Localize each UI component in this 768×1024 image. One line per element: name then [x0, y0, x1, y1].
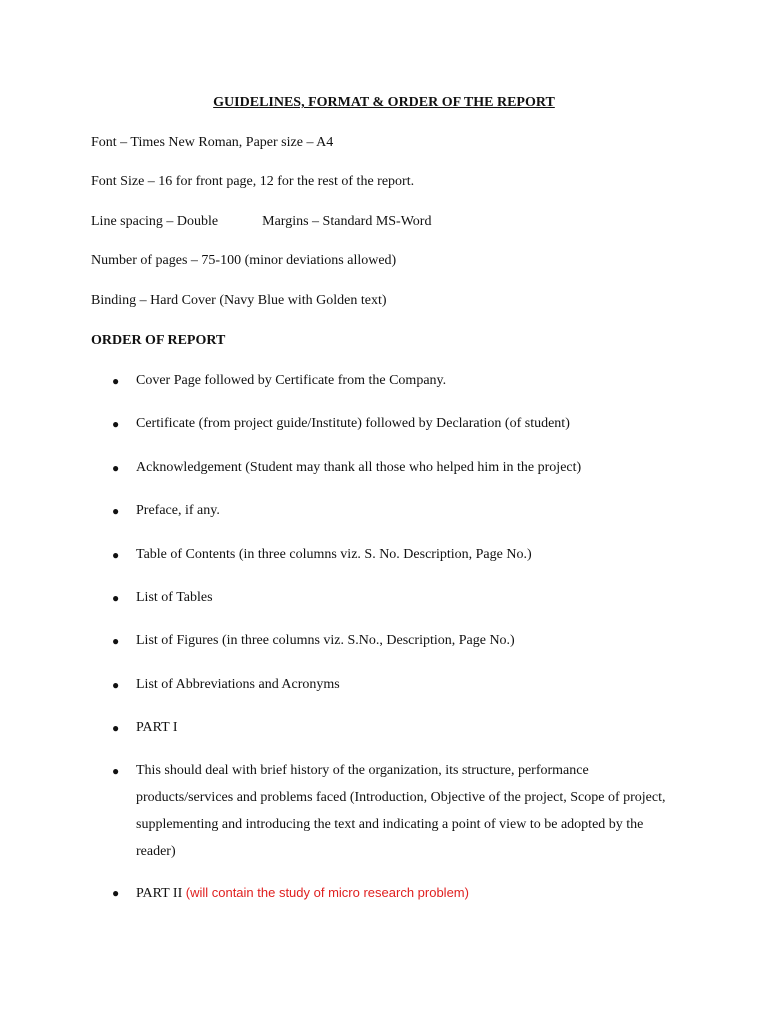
bullet-icon: ●: [112, 504, 120, 518]
spec-pages: Number of pages – 75-100 (minor deviations allowed): [91, 253, 397, 268]
list-item: PART I: [136, 720, 178, 735]
document-title: GUIDELINES, FORMAT & ORDER OF THE REPORT: [213, 95, 555, 110]
list-item: List of Abbreviations and Acronyms: [136, 677, 340, 692]
spec-margins: Margins – Standard MS-Word: [262, 214, 432, 229]
list-item: This should deal with brief history of the organization, its structure, performance products/services and problems faced (Introduction, Objective of the project, Scope of project, supplementing and introducing the text and indicating a point of view to be adopted by the reader): [136, 763, 666, 859]
bullet-icon: ●: [112, 634, 120, 648]
list-item: List of Tables: [136, 590, 213, 605]
order-heading: ORDER OF REPORT: [91, 333, 226, 348]
bullet-icon: ●: [112, 374, 120, 388]
part-2-label: PART II: [136, 886, 183, 901]
spec-line-spacing: Line spacing – Double: [91, 214, 219, 229]
bullet-icon: ●: [112, 721, 120, 735]
list-item: Acknowledgement (Student may thank all those who helped him in the project): [136, 460, 582, 475]
list-item: Preface, if any.: [136, 503, 220, 518]
list-item: Certificate (from project guide/Institute) followed by Declaration (of student): [136, 416, 570, 431]
spec-spacing-margins: [91, 213, 431, 231]
bullet-icon: ●: [112, 417, 120, 431]
part-2-note: (will contain the study of micro research problem): [185, 885, 469, 900]
spec-binding: Binding – Hard Cover (Navy Blue with Golden text): [91, 293, 387, 308]
bullet-icon: ●: [112, 591, 120, 605]
bullet-icon: ●: [112, 678, 120, 692]
spec-font-size: Font Size – 16 for front page, 12 for the rest of the report.: [91, 174, 415, 189]
list-item: List of Figures (in three columns viz. S.No., Description, Page No.): [136, 633, 515, 648]
list-item: Cover Page followed by Certificate from the Company.: [136, 373, 447, 388]
bullet-icon: ●: [112, 461, 120, 475]
spec-font: Font – Times New Roman, Paper size – A4: [91, 135, 334, 150]
bullet-icon: ●: [112, 548, 120, 562]
list-item: Table of Contents (in three columns viz. S. No. Description, Page No.): [136, 547, 532, 562]
bullet-icon: ●: [112, 886, 120, 900]
bullet-icon: ●: [112, 764, 120, 778]
list-item-part-2: [136, 884, 676, 903]
